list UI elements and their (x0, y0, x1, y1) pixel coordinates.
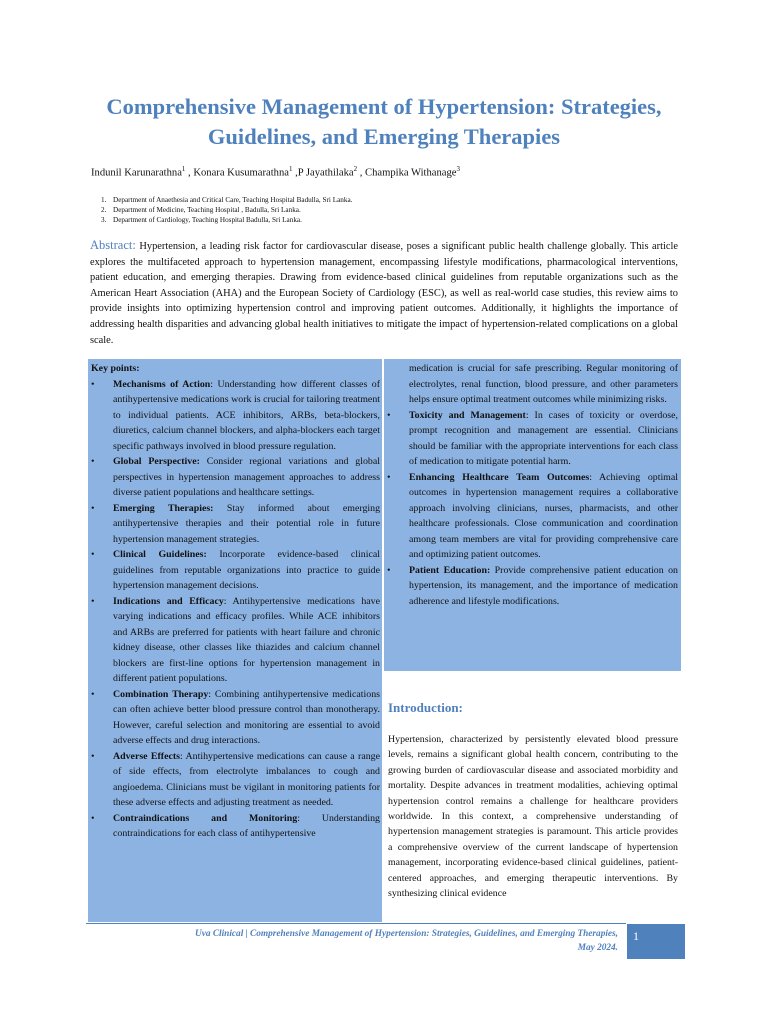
bullet-icon: • (387, 564, 391, 576)
author-separator: , (292, 167, 298, 179)
key-point-term: Indications and Efficacy (113, 595, 224, 607)
key-point-item (387, 408, 678, 470)
key-point-term-separator: : (297, 812, 300, 824)
key-point-term-separator: : (525, 409, 529, 421)
author-affiliation-mark: 1 (288, 165, 293, 173)
key-point-item (91, 594, 380, 687)
key-point-term: Emerging Therapies: (113, 502, 214, 514)
affiliation-text: Department of Anaethesia and Critical Care, Teaching Hospital Badulla, Sri Lanka. (113, 196, 353, 204)
key-point-item (91, 454, 380, 501)
author-separator: , (357, 167, 366, 179)
key-point-term: Toxicity and Management (409, 409, 526, 421)
bullet-icon: • (91, 549, 95, 560)
bullet-icon: • (387, 409, 391, 421)
key-point-term: Enhancing Healthcare Team Outcomes (409, 471, 590, 483)
page-number-badge (627, 924, 685, 959)
key-point-item (91, 811, 380, 842)
affiliation-number: 3. (101, 216, 107, 224)
key-point-term: Contraindications and Monitoring (113, 812, 298, 824)
key-point-continuation: medication is crucial for safe prescribing. Regular monitoring of electrolytes, renal function, blood pressure, and other parameters helps ensure optimal treatment outcomes while minimizing risks. (409, 363, 678, 405)
bullet-icon: • (91, 595, 95, 607)
key-points-heading: Key points: (91, 363, 140, 374)
bullet-icon: • (91, 502, 95, 514)
author-separator: , (185, 167, 194, 179)
affiliation-number: 2. (101, 206, 107, 214)
key-point-item (91, 687, 380, 749)
title-line-2: Guidelines, and Emerging Therapies (207, 124, 561, 149)
author-affiliation-mark: 1 (181, 165, 186, 173)
author-list (91, 165, 460, 179)
bullet-icon: • (91, 378, 95, 390)
bullet-icon: • (91, 456, 95, 467)
key-point-text: In cases of toxicity or overdose, prompt recognition and management are essential. Clinicians should be familiar with the appropriate interventions for each class of medication to mitigate potential harm. (409, 409, 678, 467)
key-point-term: Adverse Effects (113, 750, 180, 762)
key-point-item (387, 470, 678, 563)
running-footer (90, 927, 618, 955)
bullet-icon: • (91, 812, 95, 824)
introduction-text: Hypertension, characterized by persistently elevated blood pressure levels, remains a significant global health concern, contributing to the growing burden of cardiovascular disease and associated morbidity and mortality. Despite advances in treatment modalities, achieving optimal hypertension control remains a challenge for healthcare providers worldwide. In this context, a comprehensive understanding of hypertension management strategies is paramount. This article provides a comprehensive overview of the current landscape of hypertension management, incorporating evidence-based clinical guidelines, patient-centered approaches, and emerging therapeutic interventions. By synthesizing clinical evidence (388, 734, 678, 900)
key-point-text: Incorporate evidence-based clinical guidelines from reputable organizations into practice to guide hypertension management decisions. (113, 549, 380, 591)
key-point-item (91, 547, 380, 594)
key-point-term-separator: : (223, 595, 227, 607)
key-point-text: Combining antihypertensive medications can often achieve better blood pressure control than monotherapy. However, careful selection and monitoring are essential to avoid adverse effects and drug interactions. (113, 688, 380, 746)
abstract-text: Hypertension, a leading risk factor for cardiovascular disease, poses a significant public health challenge globally. This article explores the multifaceted approach to hypertension management, encompassing lifestyle modifications, pharmacological interventions, patient education, and emerging therapies. Drawing from evidence-based clinical guidelines from reputable organizations such as the American Heart Association (AHA) and the European Society of Cardiology (ESC), as well as real-world case studies, this review aims to provide insights into optimizing hypertension control and improving patient outcomes. Additionally, it highlights the importance of addressing health disparities and advancing global health initiatives to mitigate the impact of hypertension-related complications on a global scale. (90, 241, 678, 346)
affiliation-text: Department of Medicine, Teaching Hospital , Badulla, Sri Lanka. (113, 206, 301, 214)
author-name: P Jayathilaka (297, 167, 354, 179)
title-line-1: Comprehensive Management of Hypertension: Strategies, (106, 94, 662, 119)
key-point-term: Patient Education: (409, 564, 491, 576)
affiliation-item (101, 205, 352, 215)
key-point-text: Understanding how different classes of antihypertensive medications work is crucial for tailoring treatment to individual patients. ACE inhibitors, ARBs, beta-blockers, diuretics, calcium channel blockers, and alpha-blockers each target specific pathways involved in blood pressure regulation. (113, 378, 380, 452)
affiliation-item (101, 195, 353, 205)
author-name: Indunil Karunarathna (91, 167, 182, 179)
footer-line-1: Uva Clinical | Comprehensive Management of Hypertension: Strategies, Guidelines, and Emerging Therapies, (195, 929, 618, 939)
key-point-text: Achieving optimal outcomes in hypertension management requires a collaborative approach involving clinicians, nurses, pharmacists, and other healthcare professionals. Close communication and coordination among team members are vital for providing comprehensive care and optimizing patient outcomes. (409, 471, 678, 560)
abstract (90, 238, 678, 348)
author-affiliation-mark: 3 (456, 165, 460, 173)
key-point-term: Mechanisms of Action (113, 378, 211, 390)
affiliation-list (101, 195, 353, 225)
key-point-term-separator: : (208, 688, 212, 700)
author-name: Konara Kusumarathna (193, 167, 289, 179)
key-point-text: Antihypertensive medications can cause a range of side effects, from electrolyte imbalances to cough and angioedema. Clinicians must be vigilant in monitoring patients for these adverse effects and adjusting treatment as needed. (113, 750, 380, 808)
affiliation-number: 1. (101, 196, 107, 204)
key-point-text: Stay informed about emerging antihypertensive therapies and their potential role in future hypertension management strategies. (113, 502, 381, 545)
key-point-term: Global Perspective: (113, 456, 200, 467)
key-point-item (91, 749, 380, 811)
bullet-icon: • (91, 750, 95, 762)
bullet-icon: • (91, 688, 95, 700)
author-name: Champika Withanage (365, 167, 457, 179)
article-title (70, 92, 698, 152)
key-point-text: Consider regional variations and global perspectives in hypertension management approaches to address diverse patient populations and healthcare settings. (113, 456, 380, 498)
key-point-text: Provide comprehensive patient education on hypertension, its management, and the importance of medication adherence and lifestyle modifications. (409, 564, 678, 607)
key-point-item (91, 501, 380, 548)
key-point-item (91, 377, 380, 455)
key-point-text: Antihypertensive medications have varying indications and efficacy profiles. While ACE inhibitors and ARBs are preferred for patients with heart failure and chronic kidney disease, other classes like thiazides and calcium channel blockers are first-line options for hypertension management in different patient populations. (113, 595, 380, 684)
abstract-label: Abstract: (90, 238, 136, 252)
introduction-heading: Introduction: (388, 700, 463, 715)
key-point-term-separator: : (210, 378, 214, 390)
page-number: 1 (633, 929, 639, 943)
key-point-term-separator: : (589, 471, 592, 483)
bullet-icon: • (387, 471, 391, 483)
key-points-right-column (387, 361, 678, 609)
key-point-term: Clinical Guidelines: (113, 549, 207, 560)
key-point-term-separator: : (179, 750, 183, 762)
affiliation-item (101, 215, 352, 225)
affiliation-text: Department of Cardiology, Teaching Hospital Badulla, Sri Lanka. (113, 216, 302, 224)
author-affiliation-mark: 2 (353, 165, 358, 173)
key-point-item (387, 563, 678, 610)
key-point-term: Combination Therapy (113, 688, 209, 700)
footer-line-2: May 2024. (577, 943, 618, 953)
footer-rule (86, 923, 626, 924)
key-point-text: Understanding contraindications for each class of antihypertensive (113, 812, 380, 839)
key-points-left-column (91, 361, 380, 842)
